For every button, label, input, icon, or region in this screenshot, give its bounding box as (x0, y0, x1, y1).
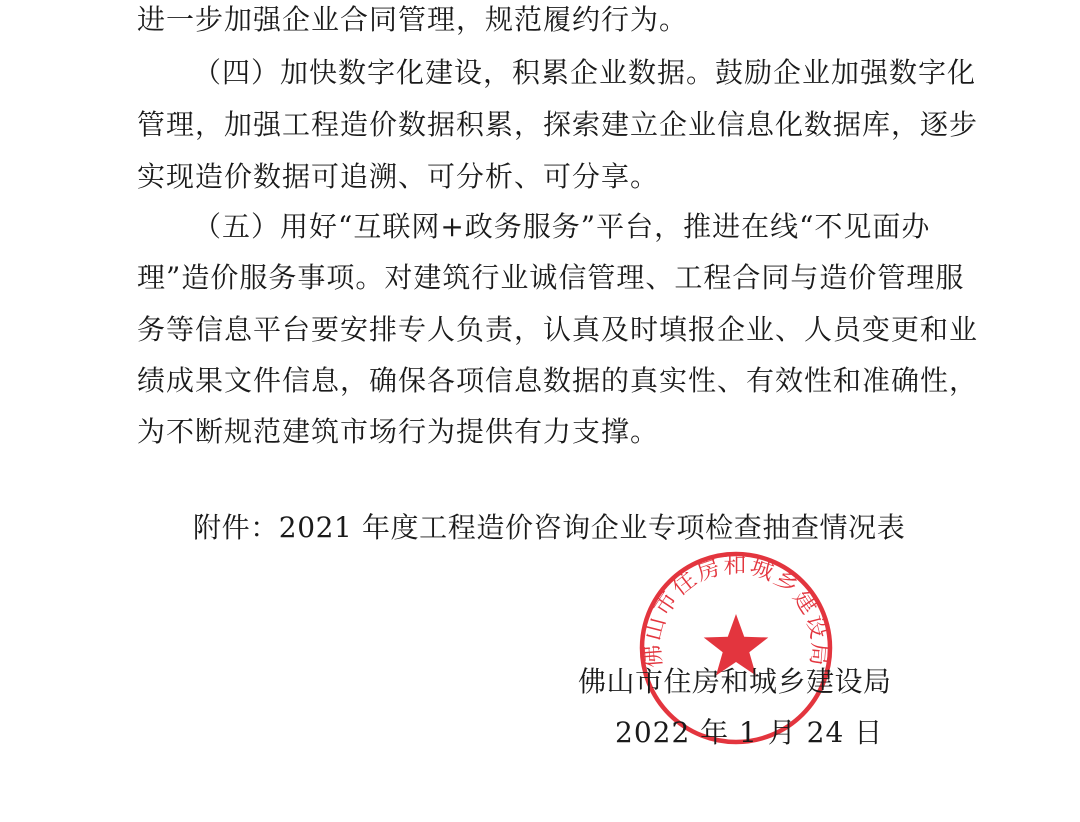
paragraph-line: 绩成果文件信息，确保各项信息数据的真实性、有效性和准确性， (137, 364, 979, 397)
paragraph-line: 实现造价数据可追溯、可分析、可分享。 (137, 160, 660, 193)
paragraph-line: 理”造价服务事项。对建筑行业诚信管理、工程合同与造价管理服 (137, 261, 965, 294)
section-four-heading-line: （四）加快数字化建设，积累企业数据。鼓励企业加强数字化 (193, 56, 977, 89)
paragraph-line: 管理，加强工程造价数据积累，探索建立企业信息化数据库，逐步 (137, 108, 979, 141)
issue-date: 2022 年 1 月 24 日 (615, 716, 884, 749)
paragraph-line: 为不断规范建筑市场行为提供有力支撑。 (137, 415, 660, 448)
issuing-organization: 佛山市住房和城乡建设局 (578, 665, 892, 698)
attachment-note: 附件：2021 年度工程造价咨询企业专项检查抽查情况表 (193, 511, 906, 544)
paragraph-line: 务等信息平台要安排专人负责，认真及时填报企业、人员变更和业 (137, 313, 979, 346)
seal-text: 佛山市住房和城乡建设局 (639, 552, 833, 669)
paragraph-line: 进一步加强企业合同管理，规范履约行为。 (137, 3, 689, 36)
section-five-heading-line: （五）用好“互联网+政务服务”平台，推进在线“不见面办 (193, 210, 931, 243)
